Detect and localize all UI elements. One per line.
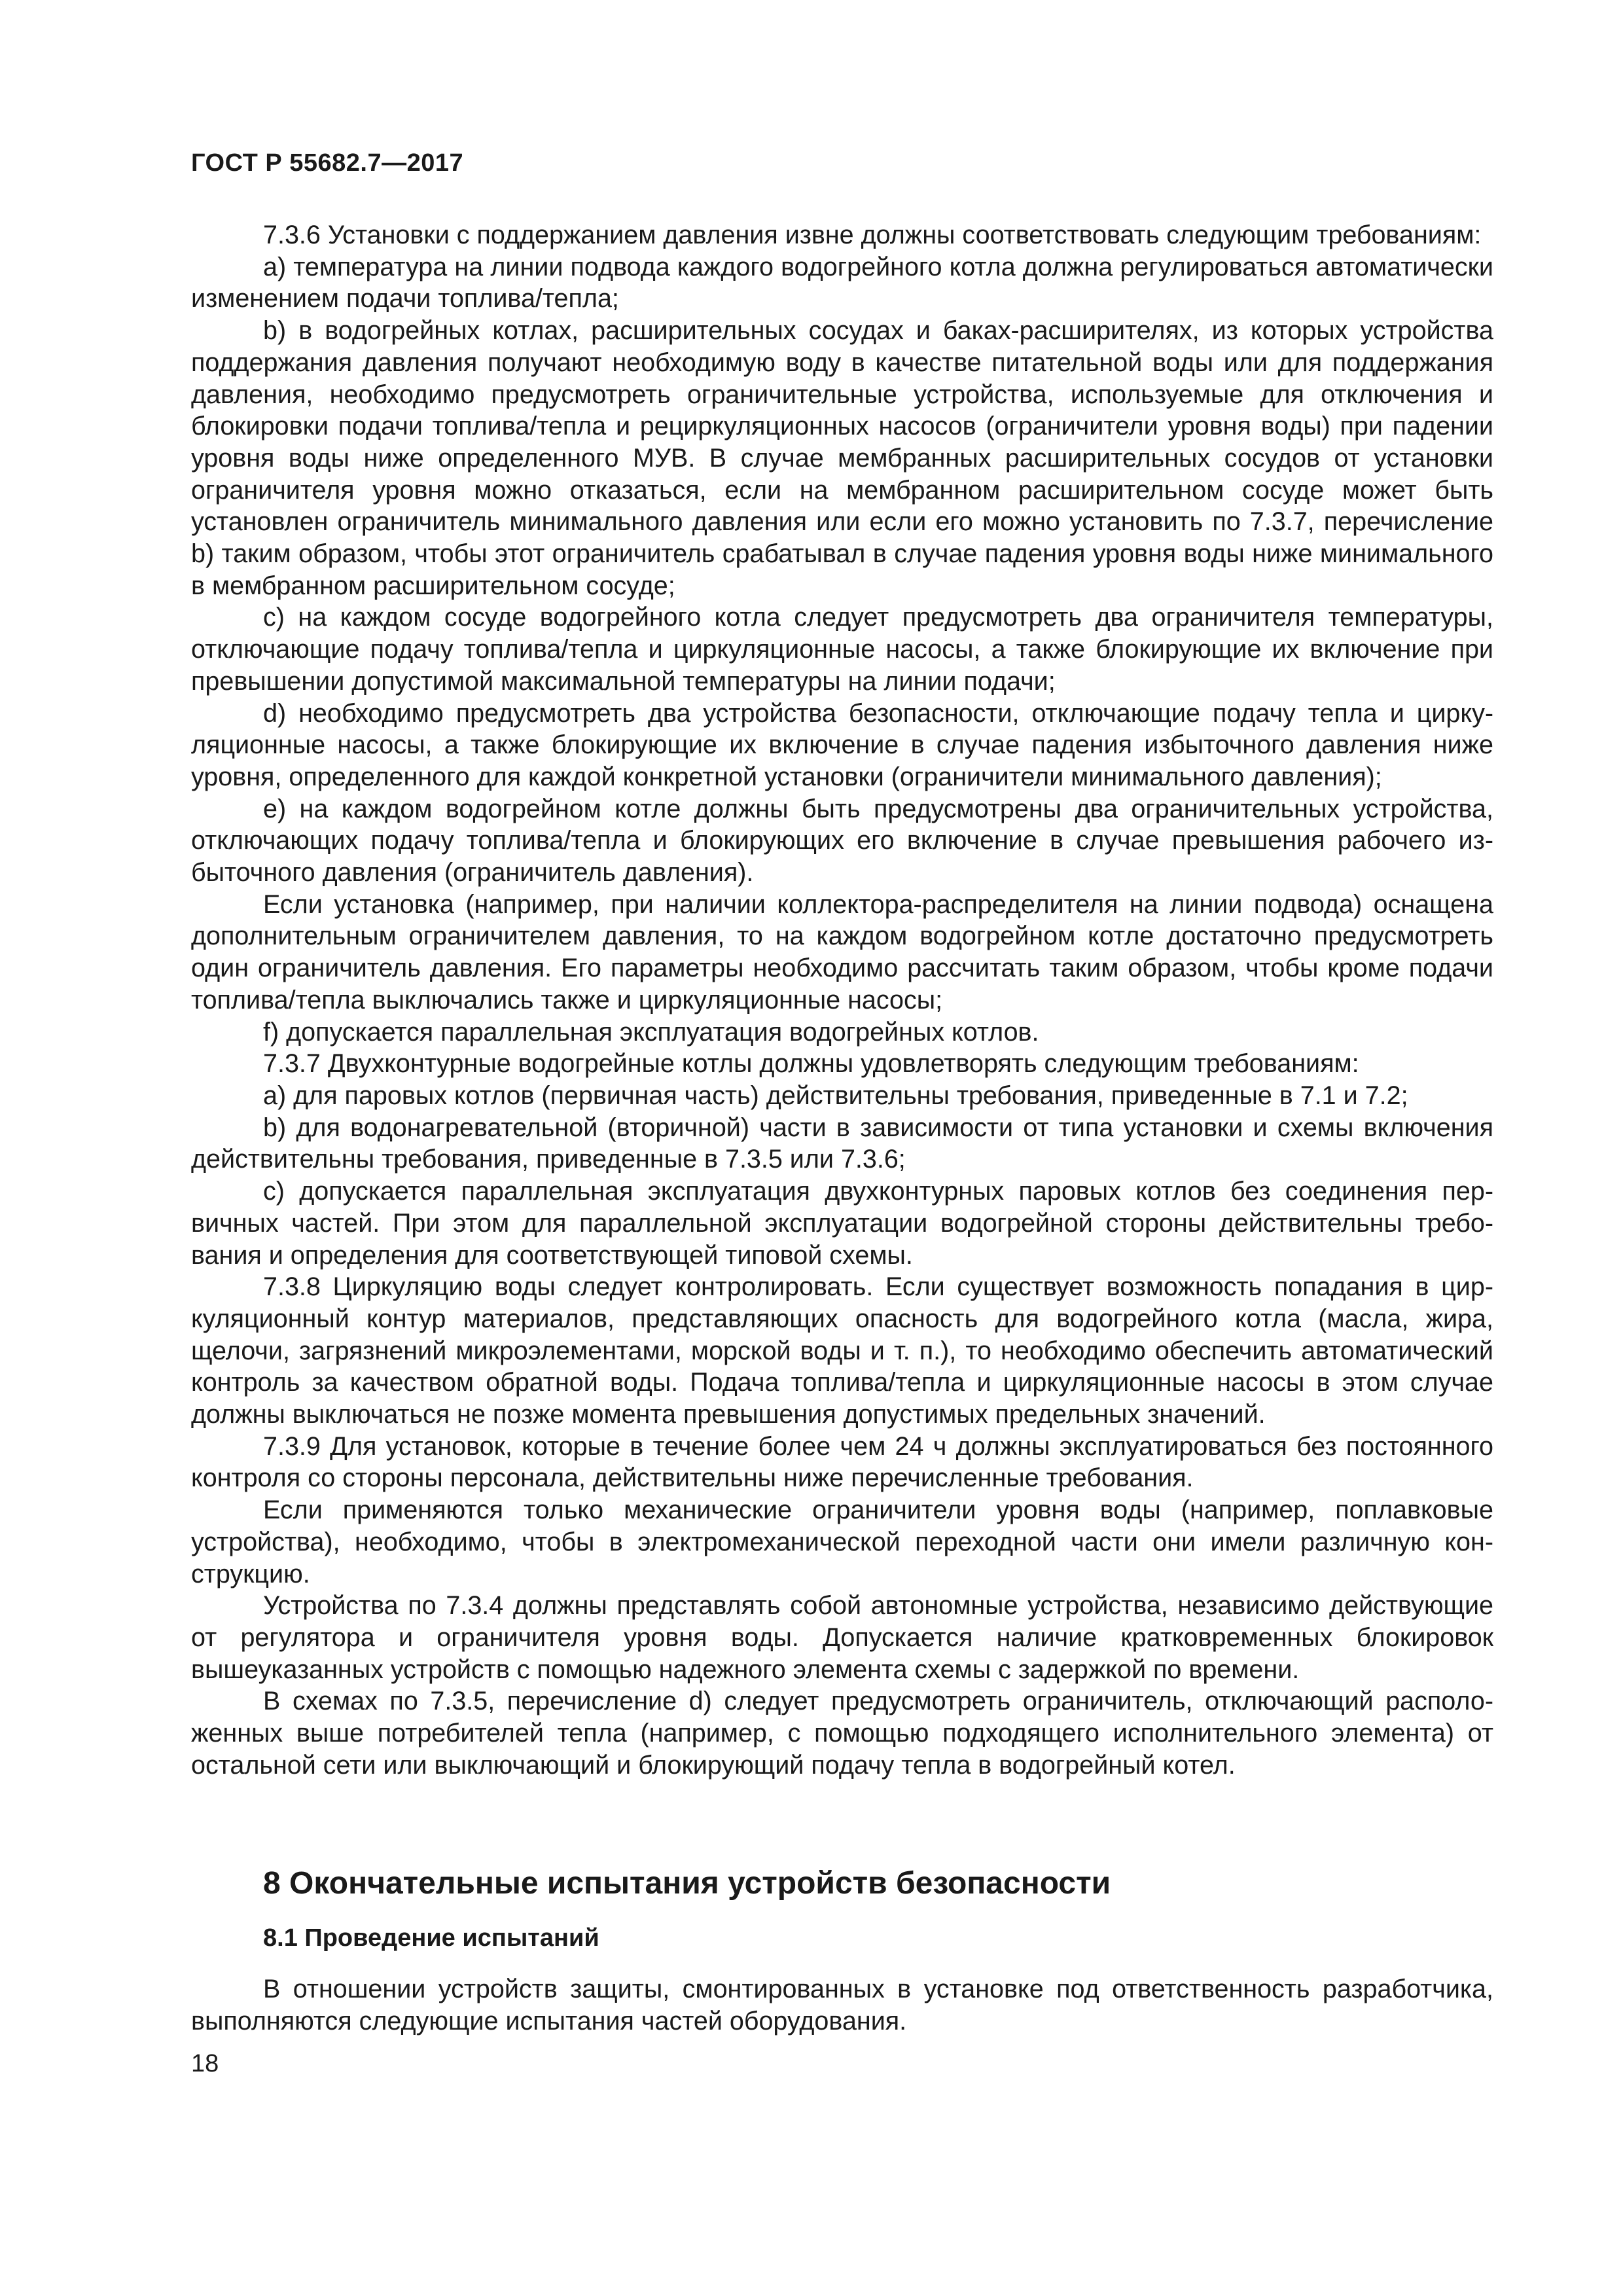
list-item-7-3-7-c: c) допускается параллельная эксплуатация двухконтурных паровых котлов без соединения первичных частей. При этом для параллельной эксплуатации водогрейной стороны действительны требования и определения для соответствующей типовой схемы. <box>191 1177 1493 1270</box>
paragraph-7-3-9: 7.3.9 Для установок, которые в течение более чем 24 ч должны эксплуатироваться без постоянного контроля со стороны персонала, действительны ниже перечисленные требования. <box>191 1431 1493 1493</box>
paragraph-collector-note: Если установка (например, при наличии коллектора-распределителя на линии подвода) оснащена дополнительным ограничителем давления, то на каждом водогрейном котле достаточно предусмотреть один ограничитель давления. Его параметры необходимо рассчитать таким образом, чтобы кроме подачи топлива/тепла выключались также и циркуляционные насосы; <box>191 889 1493 1014</box>
paragraph-mechanical-limiters: Если применяются только механические ограничители уровня воды (например, поплавковые устройства), необходимо, чтобы в электромеханической переходной части они имели различную конструкцию. <box>191 1496 1493 1588</box>
paragraph-schemes-7-3-5: В схемах по 7.3.5, перечисление d) следует предусмотреть ограничитель, отключающий расположенных выше потребителей тепла (например, с помощью подходящего исполнительного элемента) от остальной сети или выключающий и блокирующий подачу тепла в водогрейный котел. <box>191 1687 1493 1780</box>
section-heading-8: 8 Окончательные испытания устройств безопасности <box>263 1866 1111 1901</box>
main-body-text <box>191 219 1493 1781</box>
paragraph-7-3-7: 7.3.7 Двухконтурные водогрейные котлы должны удовлетворять следующим требованиям: <box>263 1049 1359 1079</box>
list-item-e: e) на каждом водогрейном котле должны быть предусмотрены два ограничительных устройства, отключающих подачу топлива/тепла и блокирующих его включение в случае превышения рабочего избыточного давления (ограничитель давления). <box>191 794 1493 888</box>
list-item-c: c) на каждом сосуде водогрейного котла следует предусмотреть два ограничителя температуры, отключающие подачу топлива/тепла и циркуляционные насосы, а также блокирующие их включение при превышении допустимой максимальной температуры на линии подачи; <box>191 603 1493 696</box>
document-id-header: ГОСТ Р 55682.7—2017 <box>191 149 464 177</box>
list-item-f: f) допускается параллельная эксплуатация водогрейных котлов. <box>263 1017 1039 1047</box>
paragraph-7-3-8: 7.3.8 Циркуляцию воды следует контролировать. Если существует возможность попадания в циркуляционный контур материалов, представляющих опасность для водогрейного котла (масла, жира, щелочи, загрязнений микроэлементами, морской воды и т. п.), то необходимо обеспечить автоматический контроль за качеством обратной воды. Подача топлива/тепла и циркуляционные насосы в этом случае должны выключаться не позже момента превышения допустимых предельных значений. <box>191 1272 1493 1429</box>
list-item-7-3-7-a: a) для паровых котлов (первичная часть) действительны требования, приведенные в 7.1 и 7.2; <box>263 1081 1408 1110</box>
paragraph-8-1: В отношении устройств защиты, смонтированных в установке под ответственность разработчика, выполняются следующие испытания частей оборудования. <box>191 1975 1493 2036</box>
paragraph-7-3-6: 7.3.6 Установки с поддержанием давления извне должны соответствовать следующим требованиям: <box>263 221 1482 249</box>
paragraph-devices-7-3-4: Устройства по 7.3.4 должны представлять собой автономные устройства, независимо действующие от регулятора и ограничителя уровня воды. Допускается наличие кратковременных блокировок вышеуказанных устройств с помощью надежного элемента схемы с задержкой по времени. <box>191 1591 1493 1684</box>
section-8-1-text <box>191 1973 1493 2037</box>
list-item-d: d) необходимо предусмотреть два устройства безопасности, отключающие подачу тепла и циркуляционные насосы, а также блокирующие их включение в случае падения избыточного давления ниже уровня, определенного для каждой конкретной установки (ограничители минимального давления); <box>191 698 1493 791</box>
page-number: 18 <box>191 2050 219 2077</box>
list-item-b: b) в водогрейных котлах, расширительных сосудах и баках-расширителях, из которых устройства поддержания давления получают необходимую воду в качестве питательной воды или для поддержания давления, необходимо предусмотреть ограничительные устройства, используемые для отключения и блокировки подачи топлива/тепла и рециркуляционных насосов (ограничители уровня воды) при падении уровня воды ниже определенного МУВ. В случае мембранных расширительных сосудов от установки ограничителя уровня можно отказаться, если на мембранном расширительном сосуде может быть установлен ограничитель минимального давления или если его можно установить по 7.3.7, перечисление b) таким образом, чтобы этот ограничитель срабатывал в случае падения уровня воды ниже минимального в мембранном расширительном сосуде; <box>191 316 1493 600</box>
subsection-heading-8-1: 8.1 Проведение испытаний <box>263 1924 599 1952</box>
list-item-7-3-7-b: b) для водонагревательной (вторичной) части в зависимости от типа установки и схемы включения действительны требования, приведенные в 7.3.5 или 7.3.6; <box>191 1113 1493 1174</box>
list-item-a: a) температура на линии подвода каждого водогрейного котла должна регулироваться автоматически изменением подачи топлива/тепла; <box>191 252 1493 314</box>
